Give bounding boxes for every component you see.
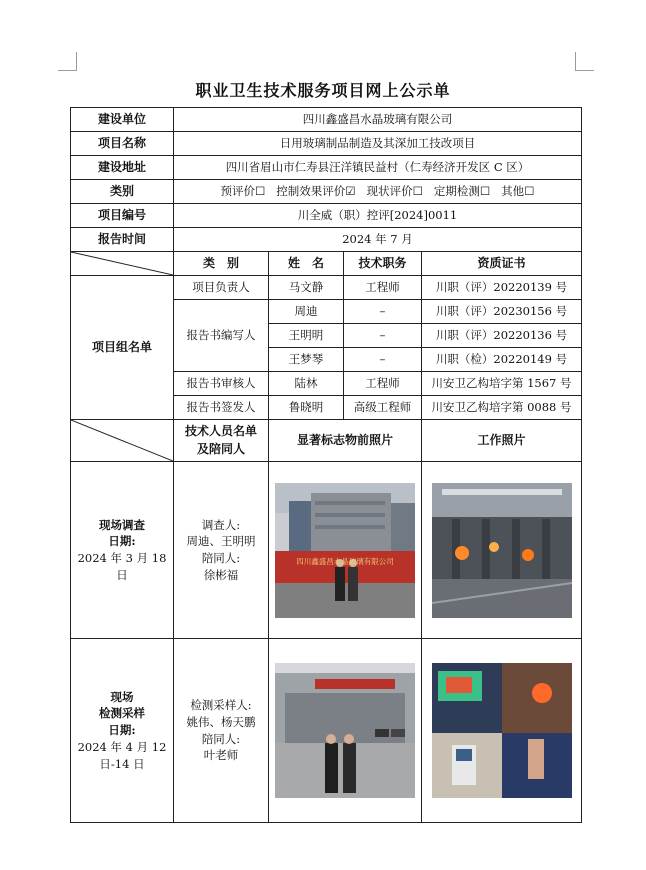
survey-date-cell bbox=[71, 462, 174, 639]
member-category: 报告书签发人 bbox=[174, 396, 269, 420]
row-construction-address bbox=[71, 156, 582, 180]
member-category: 报告书审核人 bbox=[174, 372, 269, 396]
team-header-name: 姓 名 bbox=[269, 252, 344, 276]
member-name: 马文静 bbox=[269, 276, 344, 300]
member-certificate: 川职（评）20230156 号 bbox=[422, 300, 582, 324]
crop-mark-top-right bbox=[575, 52, 594, 71]
photo-header-landmark: 显著标志物前照片 bbox=[269, 420, 422, 462]
team-header-category: 类 别 bbox=[174, 252, 269, 276]
sampling-row bbox=[71, 639, 582, 823]
company-sign-text: 四川鑫盛昌水晶玻璃有限公司 bbox=[296, 556, 394, 566]
team-section-label: 项目组名单 bbox=[71, 276, 174, 420]
row-project-number bbox=[71, 204, 582, 228]
team-header-title: 技术职务 bbox=[344, 252, 422, 276]
member-title: 工程师 bbox=[344, 276, 422, 300]
report-time-label: 报告时间 bbox=[71, 228, 174, 252]
member-category: 报告书编写人 bbox=[174, 300, 269, 372]
row-project-name bbox=[71, 132, 582, 156]
disclosure-table bbox=[70, 107, 582, 823]
diagonal-header-cell bbox=[71, 252, 174, 276]
construction-unit-value: 四川鑫盛昌水晶玻璃有限公司 bbox=[174, 108, 582, 132]
survey-date: 2024 年 3 月 18 日 bbox=[77, 551, 167, 582]
sampling-staff: 检测采样人: 姚伟、杨天鹏 陪同人: 叶老师 bbox=[174, 639, 269, 823]
project-name-value: 日用玻璃制品制造及其深加工技改项目 bbox=[174, 132, 582, 156]
member-title: 工程师 bbox=[344, 372, 422, 396]
member-title: – bbox=[344, 300, 422, 324]
member-name: 王梦琴 bbox=[269, 348, 344, 372]
row-construction-unit bbox=[71, 108, 582, 132]
member-name: 周迪 bbox=[269, 300, 344, 324]
page-title: 职业卫生技术服务项目网上公示单 bbox=[195, 81, 451, 100]
member-certificate: 川职（评）20220139 号 bbox=[422, 276, 582, 300]
member-certificate: 川职（评）20220136 号 bbox=[422, 324, 582, 348]
photo-header-work: 工作照片 bbox=[422, 420, 582, 462]
survey-landmark-photo-cell bbox=[269, 462, 422, 639]
project-number-value: 川全威（职）控评[2024]0011 bbox=[174, 204, 582, 228]
photo-header-row bbox=[71, 420, 582, 462]
diagonal-header-cell bbox=[71, 420, 174, 462]
sampling-date-cell bbox=[71, 639, 174, 823]
member-name: 王明明 bbox=[269, 324, 344, 348]
member-certificate: 川安卫乙构培字第 0088 号 bbox=[422, 396, 582, 420]
survey-landmark-photo bbox=[275, 483, 415, 618]
member-title: – bbox=[344, 324, 422, 348]
survey-work-photo bbox=[432, 483, 572, 618]
sampling-date: 2024 年 4 月 12 日-14 日 bbox=[77, 739, 167, 771]
member-name: 陆林 bbox=[269, 372, 344, 396]
member-certificate: 川安卫乙构培字第 1567 号 bbox=[422, 372, 582, 396]
category-checkboxes: 预评价☐ 控制效果评价☑ 现状评价☐ 定期检测☐ 其他☐ bbox=[174, 180, 582, 204]
member-title: 高级工程师 bbox=[344, 396, 422, 420]
table-row bbox=[71, 276, 582, 300]
construction-address-label: 建设地址 bbox=[71, 156, 174, 180]
construction-unit-label: 建设单位 bbox=[71, 108, 174, 132]
team-header-certificate: 资质证书 bbox=[422, 252, 582, 276]
member-name: 鲁晓明 bbox=[269, 396, 344, 420]
row-report-time bbox=[71, 228, 582, 252]
project-name-label: 项目名称 bbox=[71, 132, 174, 156]
survey-row bbox=[71, 462, 582, 639]
survey-label: 现场调查 日期: bbox=[99, 517, 145, 549]
member-category: 项目负责人 bbox=[174, 276, 269, 300]
photo-header-staff: 技术人员名单 及陪同人 bbox=[174, 420, 269, 462]
member-certificate: 川职（检）20220149 号 bbox=[422, 348, 582, 372]
member-title: – bbox=[344, 348, 422, 372]
sampling-work-photo bbox=[432, 663, 572, 798]
sampling-label: 现场 检测采样 日期: bbox=[99, 689, 145, 738]
sampling-landmark-photo bbox=[275, 663, 415, 798]
survey-work-photo-cell bbox=[422, 462, 582, 639]
row-category bbox=[71, 180, 582, 204]
category-label: 类别 bbox=[71, 180, 174, 204]
sampling-work-photo-cell bbox=[422, 639, 582, 823]
survey-staff: 调查人: 周迪、王明明 陪同人: 徐彬福 bbox=[174, 462, 269, 639]
project-number-label: 项目编号 bbox=[71, 204, 174, 228]
diagonal-line bbox=[71, 420, 173, 461]
construction-address-value: 四川省眉山市仁寿县汪洋镇民益村（仁寿经济开发区 C 区） bbox=[174, 156, 582, 180]
team-header-row bbox=[71, 252, 582, 276]
report-time-value: 2024 年 7 月 bbox=[174, 228, 582, 252]
diagonal-line bbox=[71, 252, 173, 275]
crop-mark-top-left bbox=[58, 52, 77, 71]
sampling-landmark-photo-cell bbox=[269, 639, 422, 823]
